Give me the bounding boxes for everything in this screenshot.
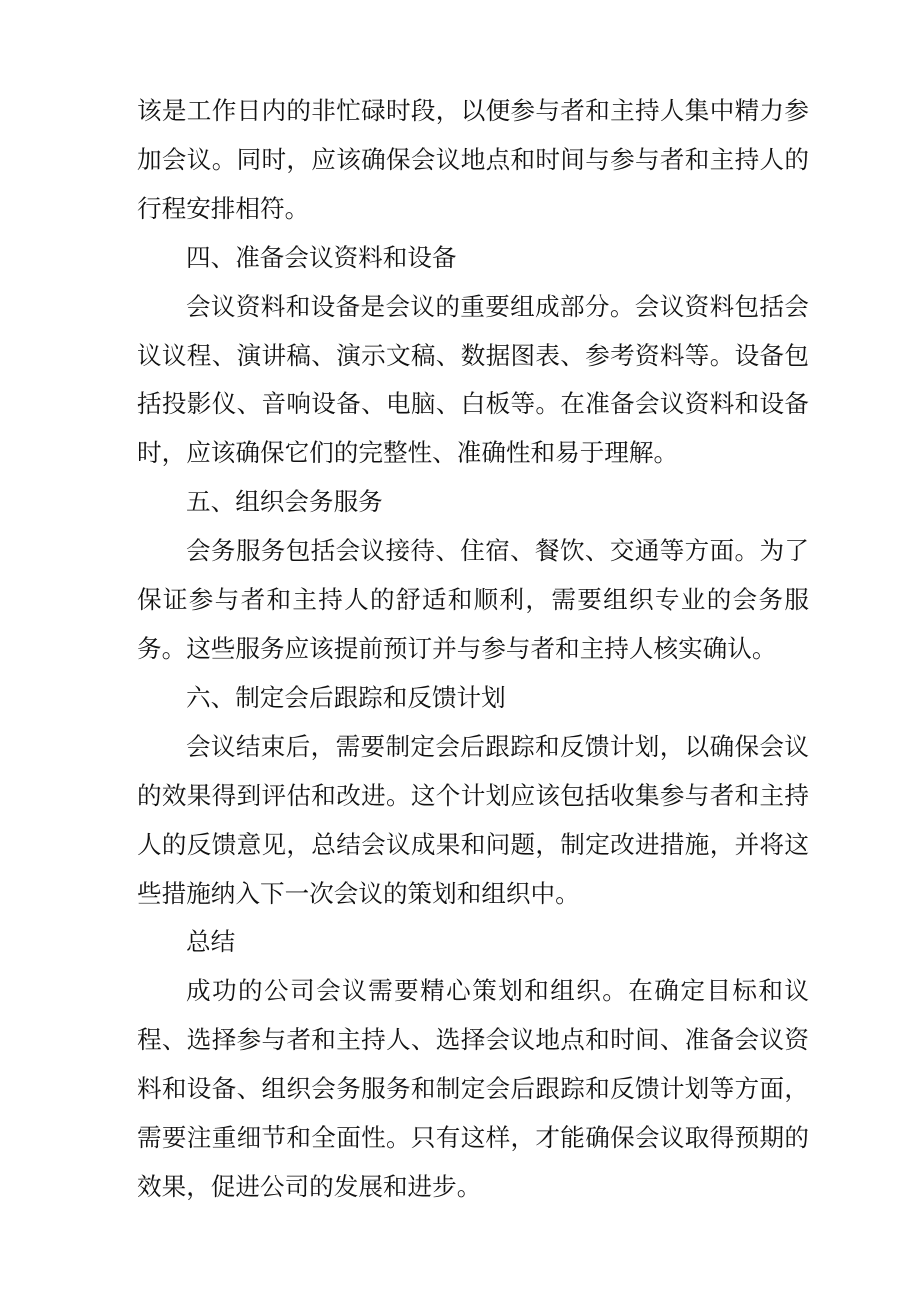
section-paragraph-5: 会务服务包括会议接待、住宿、餐饮、交通等方面。为了保证参与者和主持人的舒适和顺利，需要组织专业的会务服务。这些服务应该提前预订并与参与者和主持人核实确认。 xyxy=(137,536,809,663)
section-heading-5: 五、组织会务服务 xyxy=(186,487,383,517)
section-paragraph-4: 会议资料和设备是会议的重要组成部分。会议资料包括会议议程、演讲稿、演示文稿、数据图表、参考资料等。设备包括投影仪、音响设备、电脑、白板等。在准备会议资料和设备时，应该确保它们的完整性、准确性和易于理解。 xyxy=(137,291,809,468)
section-paragraph-6: 会议结束后，需要制定会后跟踪和反馈计划，以确保会议的效果得到评估和改进。这个计划应该包括收集参与者和主持人的反馈意见，总结会议成果和问题，制定改进措施，并将这些措施纳入下一次会议的策划和组织中。 xyxy=(137,731,809,908)
section-heading-6: 六、制定会后跟踪和反馈计划 xyxy=(186,682,506,712)
continuation-paragraph: 该是工作日内的非忙碌时段，以便参与者和主持人集中精力参加会议。同时，应该确保会议地点和时间与参与者和主持人的行程安排相符。 xyxy=(137,96,809,223)
summary-paragraph: 成功的公司会议需要精心策划和组织。在确定目标和议程、选择参与者和主持人、选择会议地点和时间、准备会议资料和设备、组织会务服务和制定会后跟踪和反馈计划等方面，需要注重细节和全面性。只有这样，才能确保会议取得预期的效果，促进公司的发展和进步。 xyxy=(137,976,809,1201)
document-body xyxy=(137,87,809,1212)
section-heading-4: 四、准备会议资料和设备 xyxy=(186,242,457,272)
summary-heading: 总结 xyxy=(186,927,236,957)
